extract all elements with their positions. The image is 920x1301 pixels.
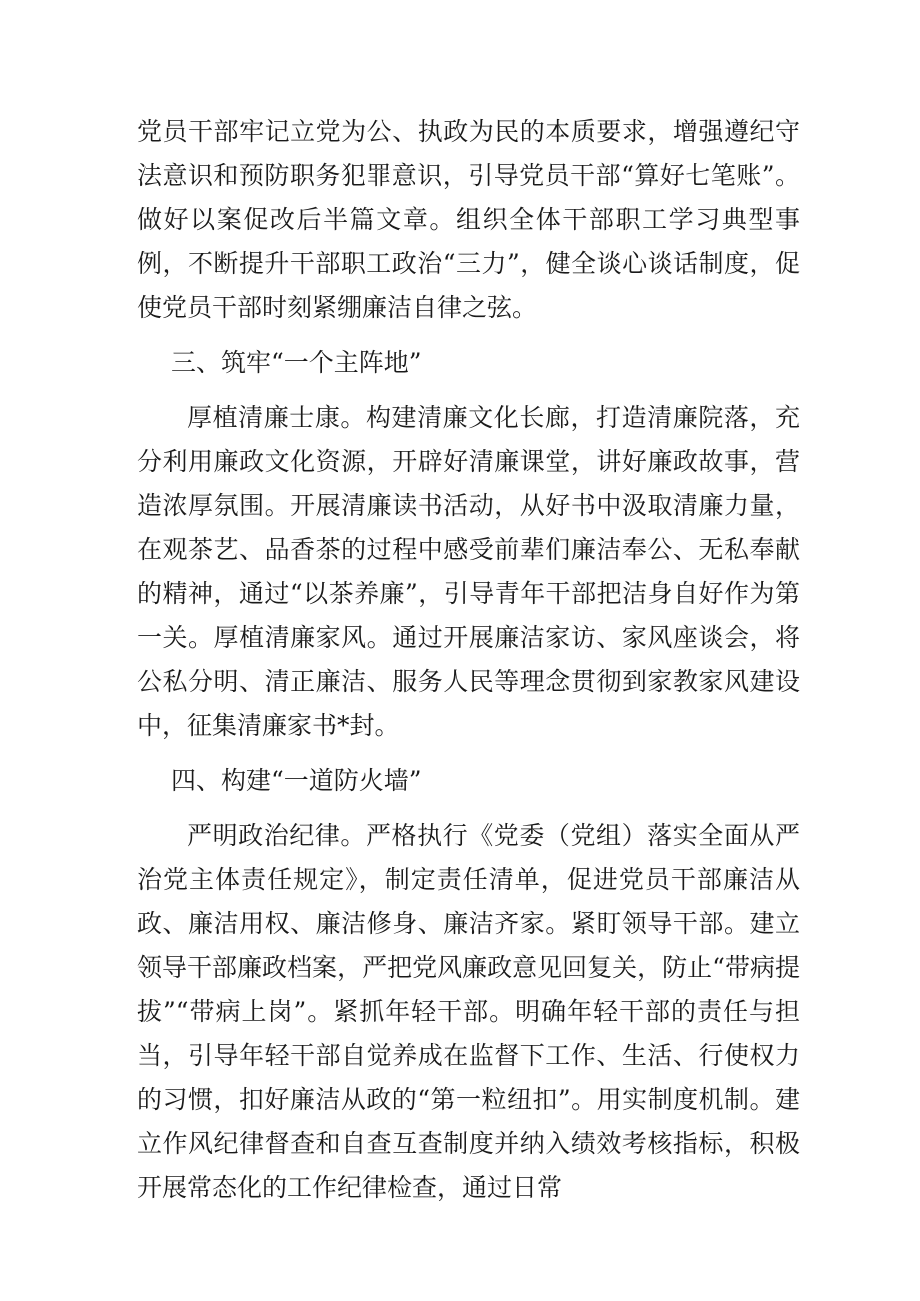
section-heading-three: 三、筑牢“一个主阵地” (171, 348, 422, 377)
document-body (137, 110, 800, 1221)
paragraph-body: 严明政治纪律。严格执行《党委（党组）落实全面从严治党主体责任规定》，制定责任清单，促进党员干部廉洁从政、廉洁用权、廉洁修身、廉洁齐家。紧盯领导干部。建立领导干部廉政档案，严把党风廉政意见回复关，防止“带病提拔”“带病上岗”。紧抓年轻干部。明确年轻干部的责任与担当，引导年轻干部自觉养成在监督下工作、生活、行使权力的习惯，扣好廉洁从政的“第一粒纽扣”。用实制度机制。建立作风纪律督查和自查互查制度并纳入绩效考核指标，积极开展常态化的工作纪律检查，通过日常 (137, 821, 800, 1202)
paragraph-continuation: 党员干部牢记立党为公、执政为民的本质要求，增强遵纪守法意识和预防职务犯罪意识，引导党员干部“算好七笔账”。做好以案促改后半篇文章。组织全体干部职工学习典型事例，不断提升干部职工政治“三力”，健全谈心谈话制度，促使党员干部时刻紧绷廉洁自律之弦。 (137, 117, 800, 322)
section-heading-four: 四、构建“一道防火墙” (171, 766, 422, 795)
paragraph-body: 厚植清廉士康。构建清廉文化长廊，打造清廉院落，充分利用廉政文化资源，开辟好清廉课堂，讲好廉政故事，营造浓厚氛围。开展清廉读书活动，从好书中汲取清廉力量，在观茶艺、品香茶的过程中感受前辈们廉洁奉公、无私奉献的精神，通过“以茶养廉”，引导青年干部把洁身自好作为第一关。厚植清廉家风。通过开展廉洁家访、家风座谈会，将公私分明、清正廉洁、服务人民等理念贯彻到家教家风建设中，征集清廉家书*封。 (137, 403, 800, 740)
